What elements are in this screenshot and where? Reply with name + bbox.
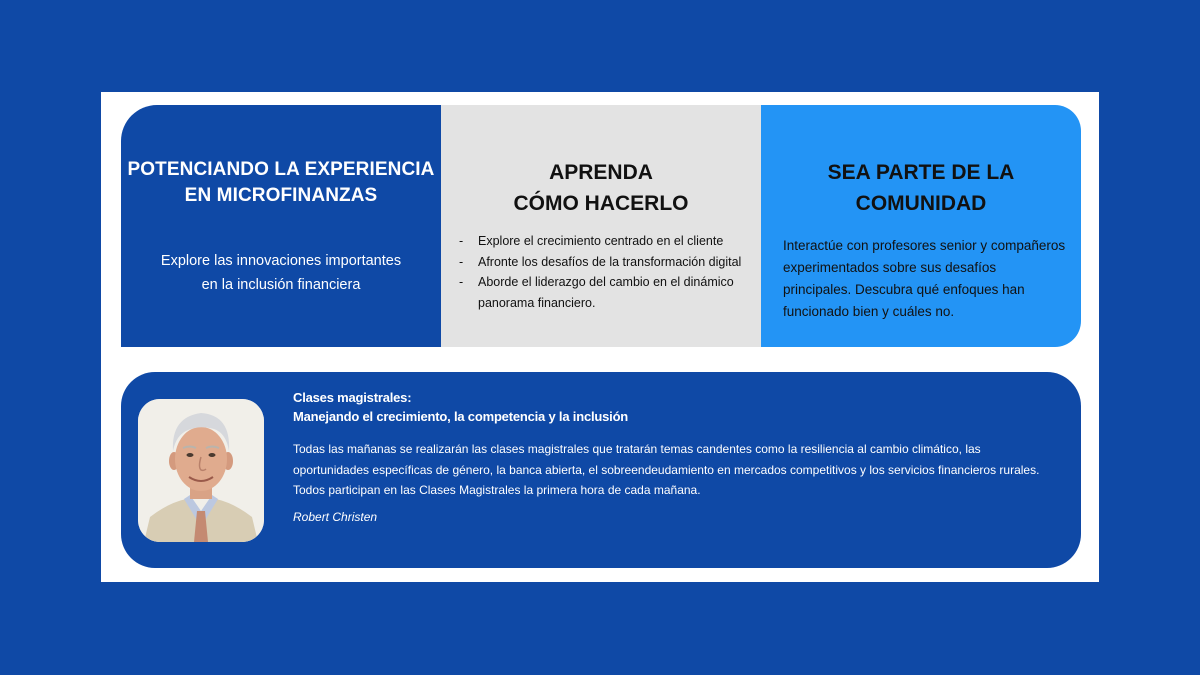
bullet-marker: -	[459, 275, 464, 289]
panel-learn	[441, 105, 761, 347]
masterclass-author: Robert Christen	[293, 509, 378, 524]
panel-community-title-line1: SEA PARTE DE LA	[827, 161, 1015, 184]
panel-community-title	[761, 157, 1081, 219]
list-item	[459, 252, 749, 273]
panel-learn-title-line1: APRENDA	[549, 161, 653, 184]
bullet-text: Afronte los desafíos de la transformación digital	[478, 254, 742, 269]
panel-experience-title-line1: POTENCIANDO LA EXPERIENCIA	[127, 159, 435, 180]
panel-experience-title	[121, 157, 441, 209]
panel-learn-title-line2: CÓMO HACERLO	[513, 192, 689, 215]
feature-panels	[121, 105, 1081, 347]
panel-experience-subtitle	[151, 249, 411, 297]
panel-experience-subtitle-line2: en la inclusión financiera	[201, 277, 361, 293]
list-item	[459, 231, 749, 252]
panel-learn-title	[441, 157, 761, 219]
masterclass-description: Todas las mañanas se realizarán las clases magistrales que tratarán temas candentes como la resiliencia al cambio climático, las oportunidades específicas de género, la banca abierta, el sobreendeudamiento en mercados competitivos y los servicios financieros rurales. Todos participan en las Clases Magistrales la primera hora de cada mañana.	[293, 442, 1040, 497]
panel-community-title-line2: COMUNIDAD	[855, 192, 987, 215]
bullet-text: Aborde el liderazgo del cambio en el dinámico panorama financiero.	[478, 275, 734, 310]
panel-community-body: Interactúe con profesores senior y compañeros experimentados sobre sus desafíos principales. Descubra qué enfoques han funcionado bien y cuáles no.	[783, 238, 1066, 319]
masterclass-heading: Clases magistrales:	[293, 390, 412, 405]
panel-experience	[121, 105, 441, 347]
speaker-photo	[138, 399, 264, 542]
content-card	[101, 92, 1099, 582]
panel-community	[761, 105, 1081, 347]
masterclass-banner	[121, 372, 1081, 568]
panel-learn-bullet-list	[441, 231, 761, 313]
panel-experience-subtitle-line1: Explore las innovaciones importantes	[160, 253, 402, 269]
panel-experience-title-line2: EN MICROFINANZAS	[184, 185, 378, 206]
bullet-marker: -	[459, 234, 464, 248]
masterclass-subheading: Manejando el crecimiento, la competencia y la inclusión	[293, 409, 629, 424]
masterclass-text	[293, 388, 1053, 524]
list-item	[459, 272, 749, 313]
bullet-text: Explore el crecimiento centrado en el cliente	[478, 234, 724, 248]
bullet-marker: -	[459, 254, 464, 269]
speaker-portrait-illustration	[138, 399, 264, 542]
